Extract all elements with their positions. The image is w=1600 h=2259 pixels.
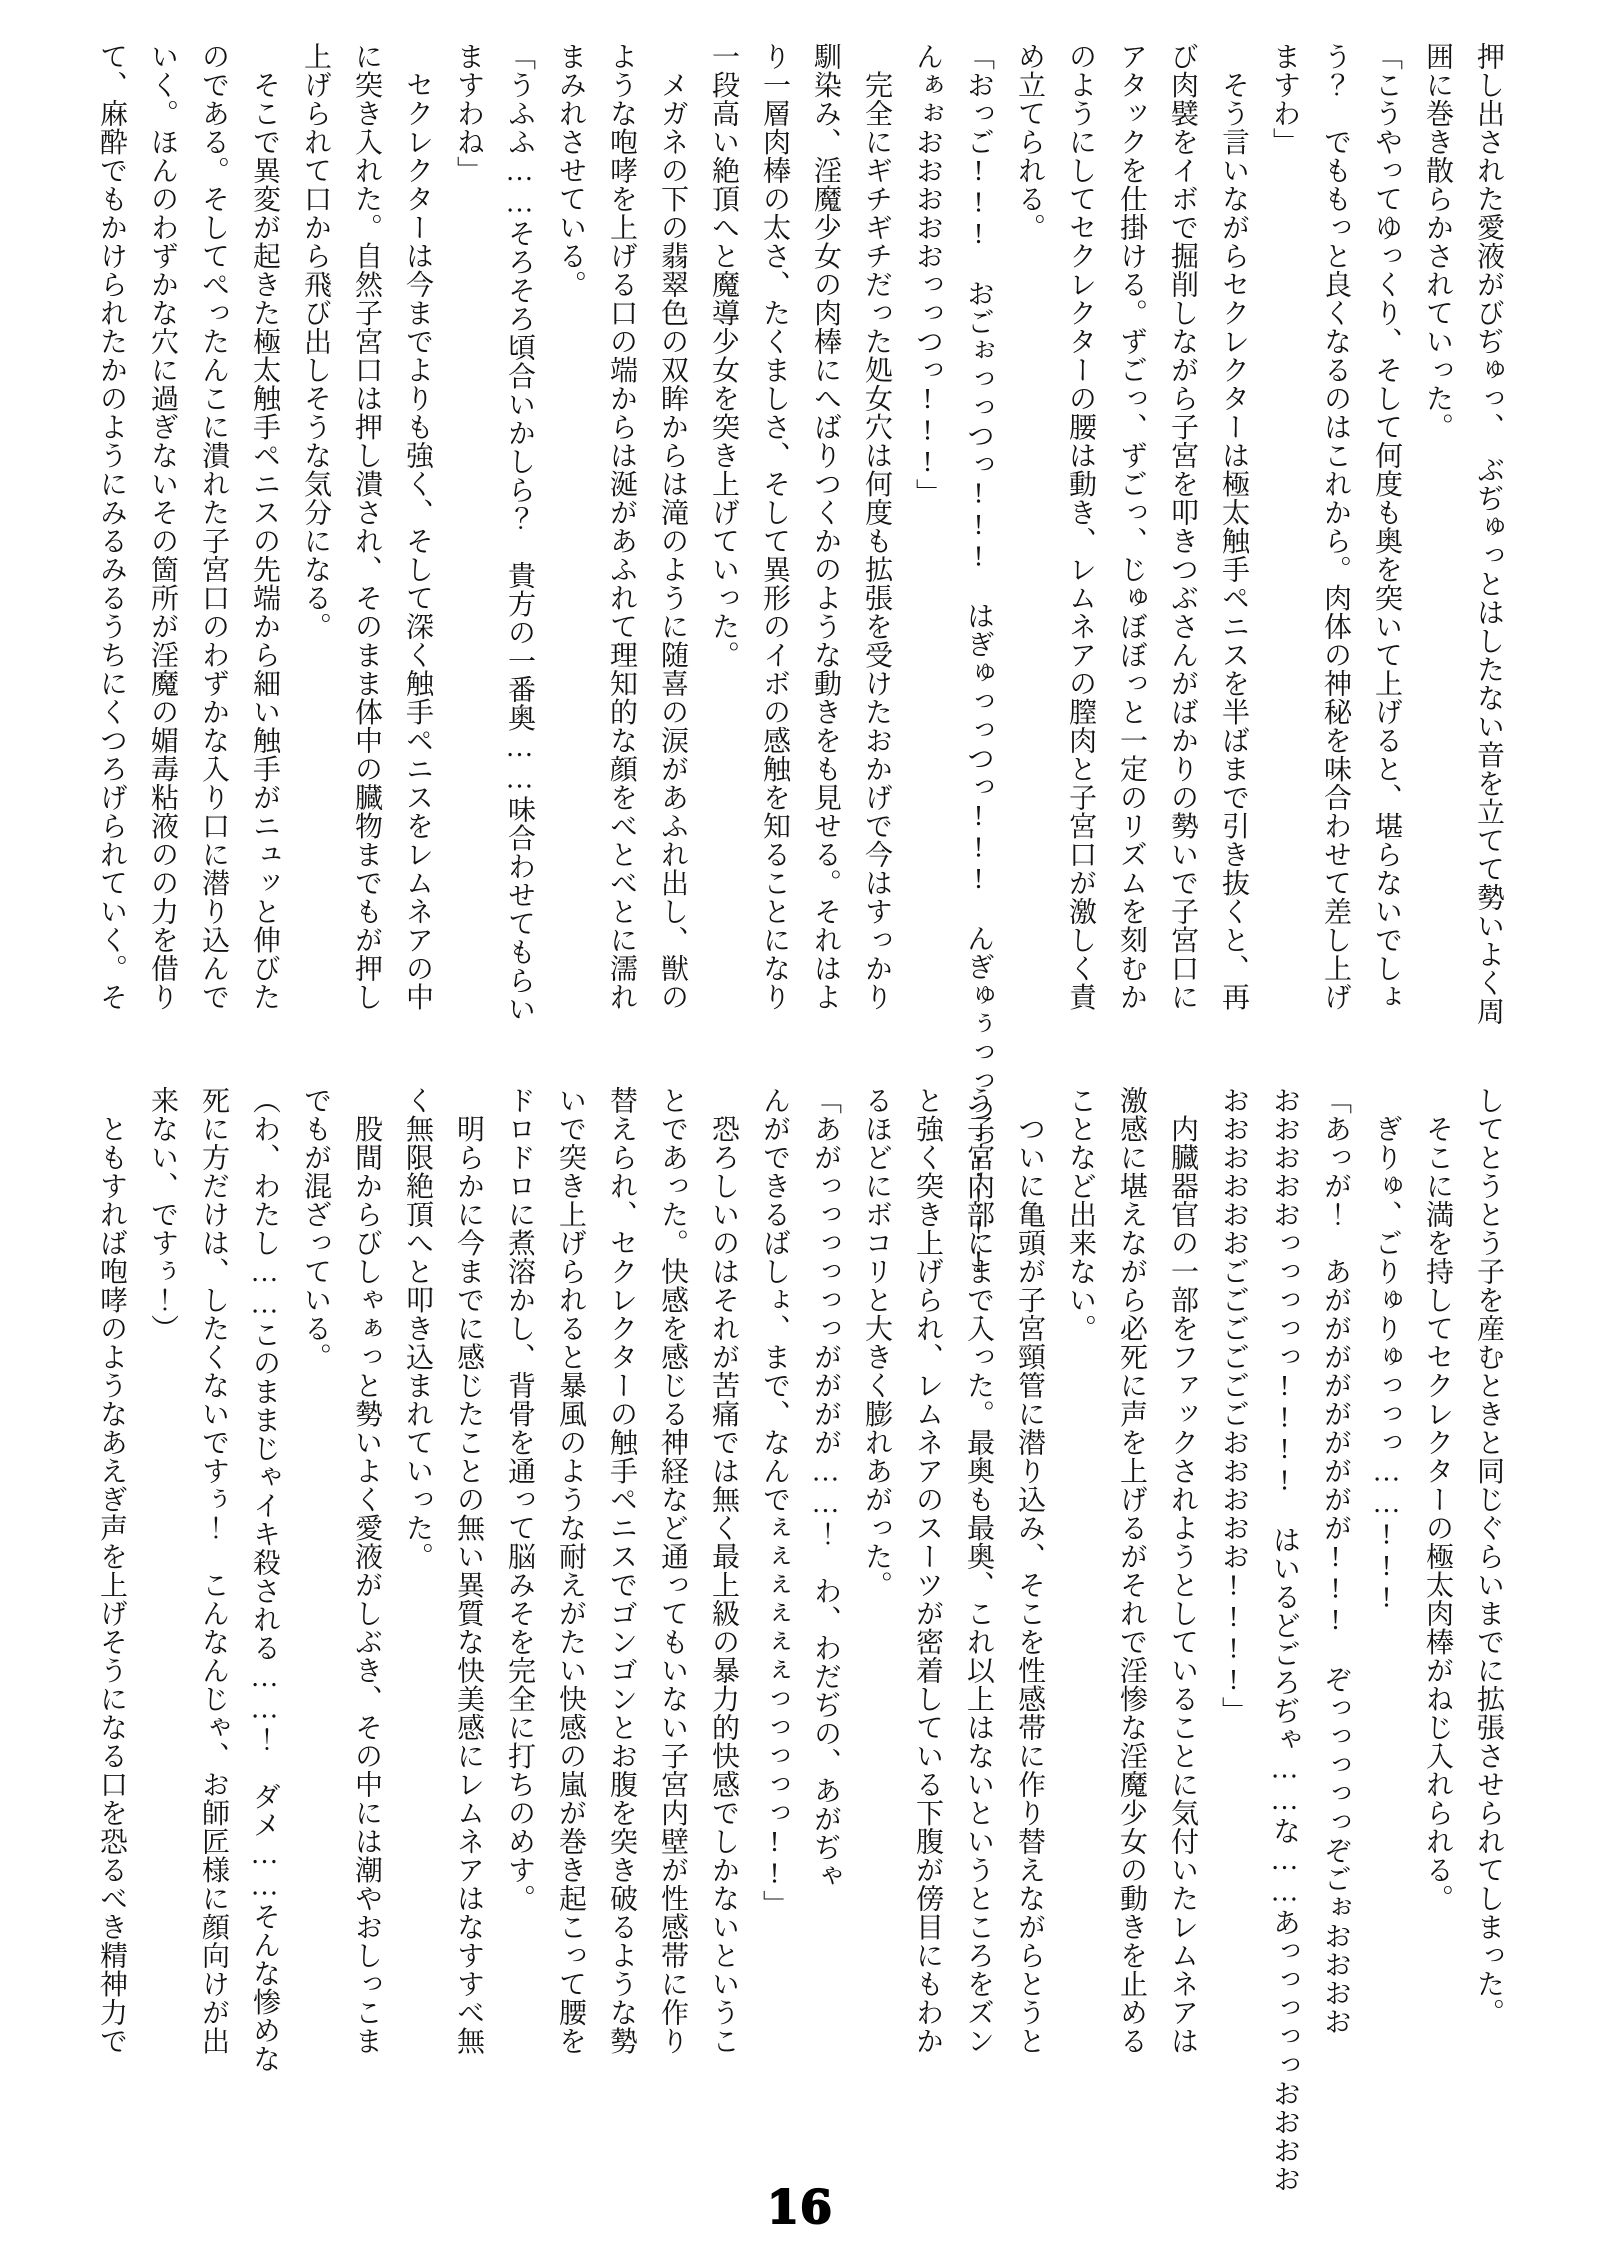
- text-column: んぁぉおおおおおっっつっ!!!」: [912, 42, 943, 507]
- text-column: 死に方だけは、したくないですぅ！ こんなんじゃ、お師匠様に顔向けが出: [198, 1086, 229, 2055]
- text-column: そう言いながらセクレクターは極太触手ペニスを半ばまで引き抜くと、再: [1218, 42, 1249, 1011]
- text-column: と強く突き上げられ、レムネアのスーツが密着している下腹が傍目にもわか: [912, 1086, 943, 2055]
- text-column: ますわ」: [1269, 42, 1300, 156]
- text-column: 「おっご!!! おごぉっっつっ!!! はぎゅっっつっ!!! んぎゅぅっっつっ!!!!: [963, 42, 994, 1278]
- text-column: ますわね」: [453, 42, 484, 185]
- text-column: び肉襞をイボで掘削しながら子宮を叩きつぶさんがばかりの勢いで子宮口に: [1167, 42, 1198, 1011]
- text-column: ぎりゅ、ごりゅりゅっっっ……!!!: [1371, 1086, 1402, 1614]
- text-column: 「あっが！ あががががががががが!!! ぞっっっっっぞごぉおおおお: [1320, 1086, 1351, 2036]
- text-column: でもが混ざっている。: [300, 1086, 331, 1371]
- text-column: め立てられる。: [1014, 42, 1045, 242]
- text-column: 上げられて口から飛び出しそうな気分になる。: [300, 42, 331, 641]
- text-column: 囲に巻き散らかされていった。: [1422, 42, 1453, 441]
- text-column: 押し出された愛液がびぢゅっ、 ぶぢゅっとはしたない音を立てて勢いよく周: [1473, 42, 1504, 1026]
- text-column: ともすれば咆哮のようなあえぎ声を上げそうになる口を恐るべき精神力で: [96, 1086, 127, 2055]
- text-column: るほどにボコリと大きく膨れあがった。: [861, 1086, 892, 1599]
- text-column: してとうとう子を産むときと同じぐらいまでに拡張させられてしまった。: [1473, 1086, 1504, 2027]
- text-column: おおおおおおごごごごごごおおおおお!!!!」: [1218, 1086, 1249, 1725]
- page-number: 16: [766, 2180, 834, 2234]
- text-column: おおおおおっっっっっ!!!! はいるどごろぢゃ……な……あっっっっっおおおお: [1269, 1086, 1300, 2193]
- text-column: に突き入れた。自然子宮口は押し潰され、そのまま体中の臓物までもが押し: [351, 42, 382, 1011]
- text-column: 「こうやってゆっくり、そして何度も奥を突いて上げると、堪らないでしょ: [1371, 42, 1402, 1011]
- text-column: 「あがっっっっっっがががが……！ わ、わだぢの、あがぢゃ: [810, 1086, 841, 1890]
- text-column: り一層肉棒の太さ、たくましさ、そして異形のイボの感触を知ることになり: [759, 42, 790, 1011]
- text-column: 「うふふ……そろそろ頃合いかしら？ 貴方の一番奥……味合わせてもらい: [504, 42, 535, 1023]
- text-column: いで突き上げられると暴風のような耐えがたい快感の嵐が巻き起こって腰を: [555, 1086, 586, 2055]
- text-column: 明らかに今までに感じたことの無い異質な快美感にレムネアはなすすべ無: [453, 1086, 484, 2055]
- text-column: 替えられ、セクレクターの触手ペニスでゴンゴンとお腹を突き破るような勢: [606, 1086, 637, 2055]
- text-column: く無限絶頂へと叩き込まれていった。: [402, 1086, 433, 1571]
- text-column: う子宮内部にまで入った。最奥も最奥、これ以上はないというところをズン: [963, 1086, 994, 2055]
- text-column: 一段高い絶頂へと魔導少女を突き上げていった。: [708, 42, 739, 669]
- text-column: セクレクターは今までよりも強く、そして深く触手ペニスをレムネアの中: [402, 42, 433, 1011]
- text-column: のようにしてセクレクターの腰は動き、レムネアの膣肉と子宮口が激しく責: [1065, 42, 1096, 1011]
- text-block-lower: [86, 1086, 1514, 2193]
- text-column: 激感に堪えながら必死に声を上げるがそれで淫惨な淫魔少女の動きを止める: [1116, 1086, 1147, 2055]
- text-column: いく。ほんのわずかな穴に過ぎないその箇所が淫魔の媚毒粘液のの力を借り: [147, 42, 178, 1011]
- text-column: アタックを仕掛ける。ずごっ、ずごっ、じゅぼぼっと一定のリズムを刻むか: [1116, 42, 1147, 1011]
- text-column: ような咆哮を上げる口の端からは涎があふれて理知的な顔をべとべとに濡れ: [606, 42, 637, 1011]
- text-column: 股間からびしゃぁっと勢いよく愛液がしぶき、その中には潮やおしっこま: [351, 1086, 382, 2055]
- text-column: そこで異変が起きた極太触手ペニスの先端から細い触手がニュッと伸びた: [249, 42, 280, 1011]
- text-column: 完全にギチギチだった処女穴は何度も拡張を受けたおかげで今はすっかり: [861, 42, 892, 1011]
- text-column: ついに亀頭が子宮頸管に潜り込み、そこを性感帯に作り替えながらとうと: [1014, 1086, 1045, 2055]
- text-column: そこに満を持してセクレクターの極太肉棒がねじ入れられる。: [1422, 1086, 1453, 1913]
- text-column: て、麻酔でもかけられたかのようにみるみるうちにくつろげられていく。そ: [96, 42, 127, 1011]
- text-column: メガネの下の翡翠色の双眸からは滝のように随喜の涙があふれ出し、獣の: [657, 42, 688, 1011]
- text-column: う？ でももっと良くなるのはこれから。肉体の神秘を味合わせて差し上げ: [1320, 42, 1351, 1011]
- text-column: ドロドロに煮溶かし、背骨を通って脳みそを完全に打ちのめす。: [504, 1086, 535, 1913]
- text-column: とであった。快感を感じる神経など通ってもいない子宮内壁が性感帯に作り: [657, 1086, 688, 2055]
- text-column: まみれさせている。: [555, 42, 586, 299]
- text-column: 内臓器官の一部をファックされようとしていることに気付いたレムネアは: [1167, 1086, 1198, 2055]
- text-column: ことなど出来ない。: [1065, 1086, 1096, 1343]
- text-column: （わ、わたし……このままじゃイキ殺される……！ ダメ……そんな惨めな: [249, 1086, 280, 2073]
- text-column: 来ない、ですぅ！）: [147, 1086, 178, 1343]
- text-column: んができるばしょ、まで、なんでぇぇぇぇぇぇっっっっっ!!」: [759, 1086, 790, 1919]
- text-column: 恐ろしいのはそれが苦痛では無く最上級の暴力的快感でしかないというこ: [708, 1086, 739, 2055]
- text-column: 馴染み、淫魔少女の肉棒にへばりつくかのような動きをも見せる。それはよ: [810, 42, 841, 1011]
- text-column: のである。そしてぺったんこに潰れた子宮口のわずかな入り口に潜り込んで: [198, 42, 229, 1011]
